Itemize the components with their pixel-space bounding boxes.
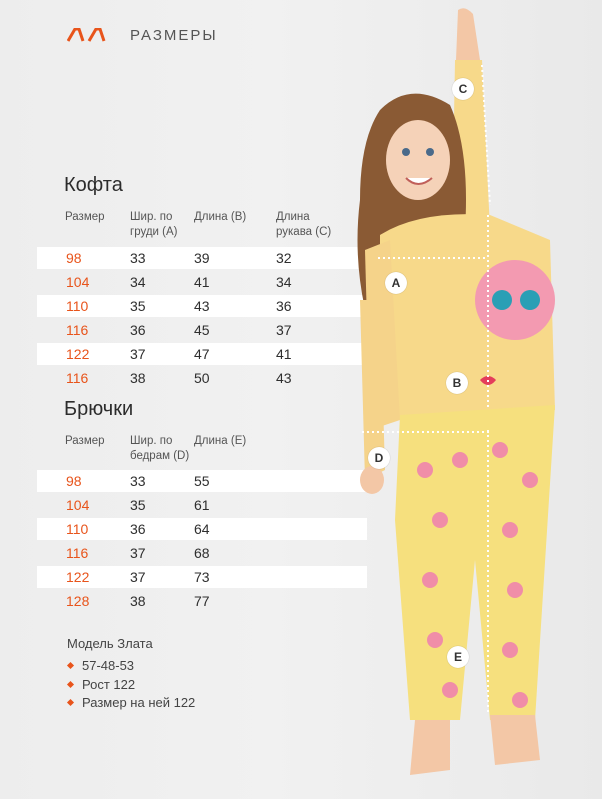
bottom-col-size: Размер (65, 435, 105, 447)
top-section-title: Кофта (64, 174, 123, 196)
value-cell: 36 (130, 322, 146, 338)
marker-b: B (446, 372, 468, 394)
bottom-col-length: Длина (Е) (194, 435, 247, 447)
marker-a: A (385, 272, 407, 294)
size-cell: 122 (66, 346, 90, 362)
bottom-col-hips: Шир. по бедрам (D) (130, 435, 190, 462)
value-cell: 47 (194, 346, 210, 362)
value-cell: 32 (276, 250, 292, 266)
value-cell: 37 (130, 346, 146, 362)
value-cell: 35 (130, 298, 146, 314)
value-cell: 34 (276, 274, 292, 290)
model-measurements: 57-48-53 (68, 658, 134, 673)
model-height: Рост 122 (68, 677, 135, 692)
marker-e: E (447, 646, 469, 668)
value-cell: 45 (194, 322, 210, 338)
value-cell: 39 (194, 250, 210, 266)
size-cell: 98 (66, 473, 82, 489)
value-cell: 38 (130, 370, 146, 386)
top-col-sleeve: Длина рукава (С) (276, 211, 332, 238)
brand-logo-icon (67, 28, 111, 42)
top-col-chest: Шир. по груди (А) (130, 211, 178, 238)
value-cell: 50 (194, 370, 210, 386)
size-cell: 110 (66, 298, 89, 314)
value-cell: 41 (194, 274, 210, 290)
value-cell: 36 (276, 298, 292, 314)
value-cell: 73 (194, 569, 210, 585)
marker-d: D (368, 447, 390, 469)
size-cell: 110 (66, 521, 89, 537)
size-cell: 104 (66, 497, 90, 513)
table-row (37, 590, 367, 612)
size-cell: 98 (66, 250, 82, 266)
value-cell: 37 (130, 569, 146, 585)
table-row (37, 343, 367, 365)
table-row (37, 518, 367, 540)
table-row (37, 470, 367, 492)
size-cell: 116 (66, 322, 89, 338)
table-row (37, 566, 367, 588)
table-row (37, 247, 367, 269)
value-cell: 77 (194, 593, 210, 609)
size-cell: 128 (66, 593, 90, 609)
value-cell: 38 (130, 593, 146, 609)
value-cell: 33 (130, 473, 146, 489)
value-cell: 61 (194, 497, 210, 513)
top-col-size: Размер (65, 211, 105, 223)
pants (395, 405, 555, 720)
face (386, 120, 450, 200)
value-cell: 36 (130, 521, 146, 537)
size-cell: 104 (66, 274, 90, 290)
table-row (37, 494, 367, 516)
marker-c: C (452, 78, 474, 100)
value-cell: 41 (276, 346, 292, 362)
page-title: РАЗМЕРЫ (130, 27, 218, 44)
table-row (37, 319, 367, 341)
bottom-section-title: Брючки (64, 398, 134, 420)
value-cell: 33 (130, 250, 146, 266)
size-cell: 116 (66, 370, 89, 386)
bullet-icon (67, 699, 74, 706)
table-row (37, 295, 367, 317)
value-cell: 34 (130, 274, 146, 290)
size-cell: 116 (66, 545, 89, 561)
model-title: Модель Злата (67, 636, 153, 651)
table-row (37, 367, 367, 389)
model-photo (340, 0, 602, 799)
value-cell: 68 (194, 545, 210, 561)
value-cell: 43 (194, 298, 210, 314)
value-cell: 55 (194, 473, 210, 489)
value-cell: 37 (130, 545, 146, 561)
value-cell: 64 (194, 521, 210, 537)
model-size: Размер на ней 122 (68, 695, 195, 710)
bullet-icon (67, 662, 74, 669)
top-col-length: Длина (В) (194, 211, 247, 223)
value-cell: 37 (276, 322, 292, 338)
table-row (37, 542, 367, 564)
value-cell: 43 (276, 370, 292, 386)
bullet-icon (67, 681, 74, 688)
size-cell: 122 (66, 569, 90, 585)
table-row (37, 271, 367, 293)
value-cell: 35 (130, 497, 146, 513)
